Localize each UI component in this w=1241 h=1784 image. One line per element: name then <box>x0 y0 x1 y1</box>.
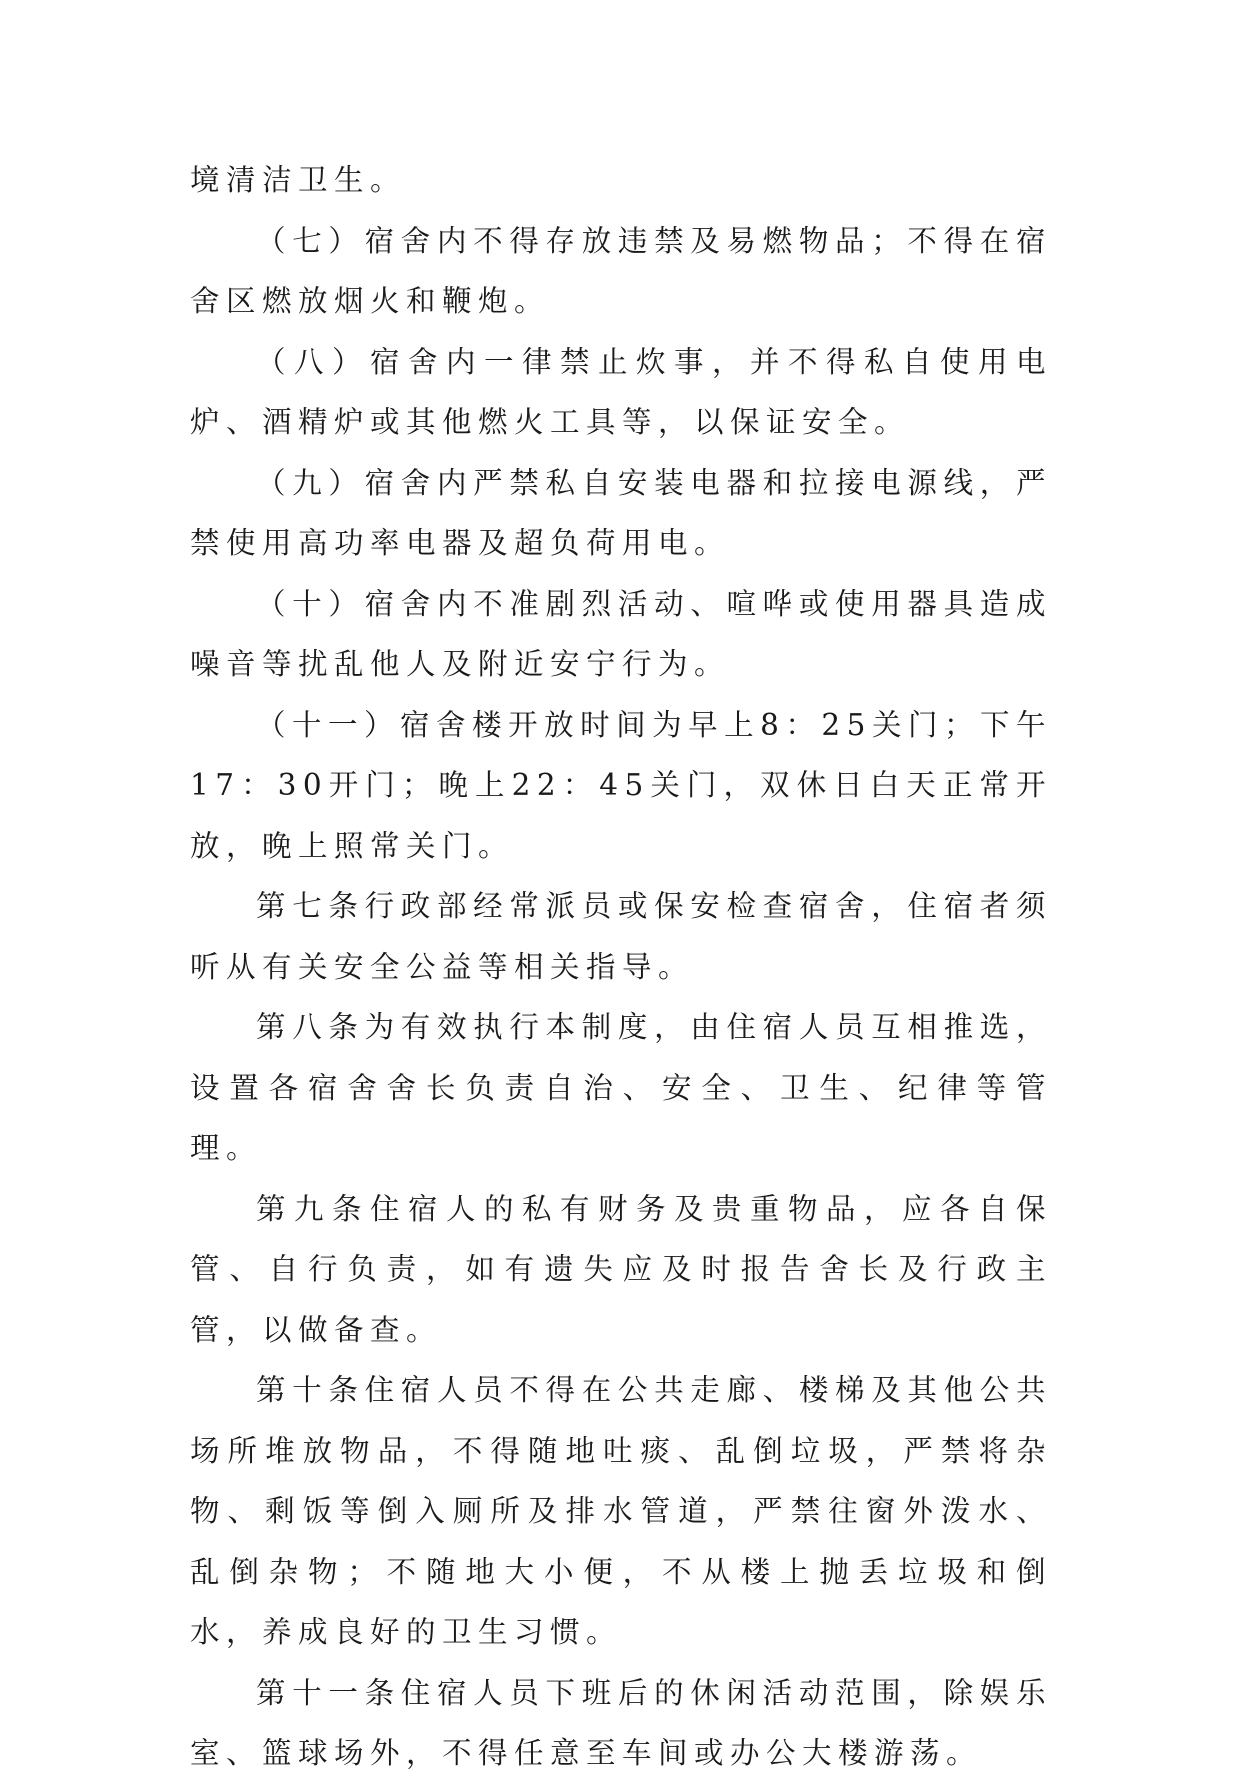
paragraph-article-11: 第十一条住宿人员下班后的休闲活动范围，除娱乐室、篮球场外，不得任意至车间或办公大楼游荡。 <box>190 1675 1052 1770</box>
paragraph-article-9: 第九条住宿人的私有财务及贵重物品，应各自保管、自行负责，如有遗失应及时报告舍长及行政主管，以做备查。 <box>190 1191 1052 1347</box>
paragraph-item-9: （九）宿舍内严禁私自安装电器和拉接电源线，严禁使用高功率电器及超负荷用电。 <box>190 465 1052 560</box>
paragraph-article-7: 第七条行政部经常派员或保安检查宿舍，住宿者须听从有关安全公益等相关指导。 <box>190 889 1052 984</box>
paragraph-article-10: 第十条住宿人员不得在公共走廊、楼梯及其他公共场所堆放物品，不得随地吐痰、乱倒垃圾，严禁将杂物、剩饭等倒入厕所及排水管道，严禁往窗外泼水、乱倒杂物；不随地大小便，不从楼上抛丢垃圾和倒水，养成良好的卫生习惯。 <box>190 1373 1052 1649</box>
document-body <box>190 150 1052 1784</box>
paragraph-article-8: 第八条为有效执行本制度，由住宿人员互相推选，设置各宿舍舍长负责自治、安全、卫生、纪律等管理。 <box>190 1010 1052 1165</box>
paragraph-item-8: （八）宿舍内一律禁止炊事，并不得私自使用电炉、酒精炉或其他燃火工具等，以保证安全。 <box>190 344 1052 439</box>
paragraph-item-7: （七）宿舍内不得存放违禁及易燃物品；不得在宿舍区燃放烟火和鞭炮。 <box>190 223 1052 318</box>
paragraph-continuation: 境清洁卫生。 <box>190 163 407 197</box>
paragraph-item-10: （十）宿舍内不准剧烈活动、喧哗或使用器具造成噪音等扰乱他人及附近安宁行为。 <box>190 586 1052 681</box>
paragraph-item-11: （十一）宿舍楼开放时间为早上8：25关门；下午17：30开门；晚上22：45关门，双休日白天正常开放，晚上照常关门。 <box>190 707 1052 863</box>
